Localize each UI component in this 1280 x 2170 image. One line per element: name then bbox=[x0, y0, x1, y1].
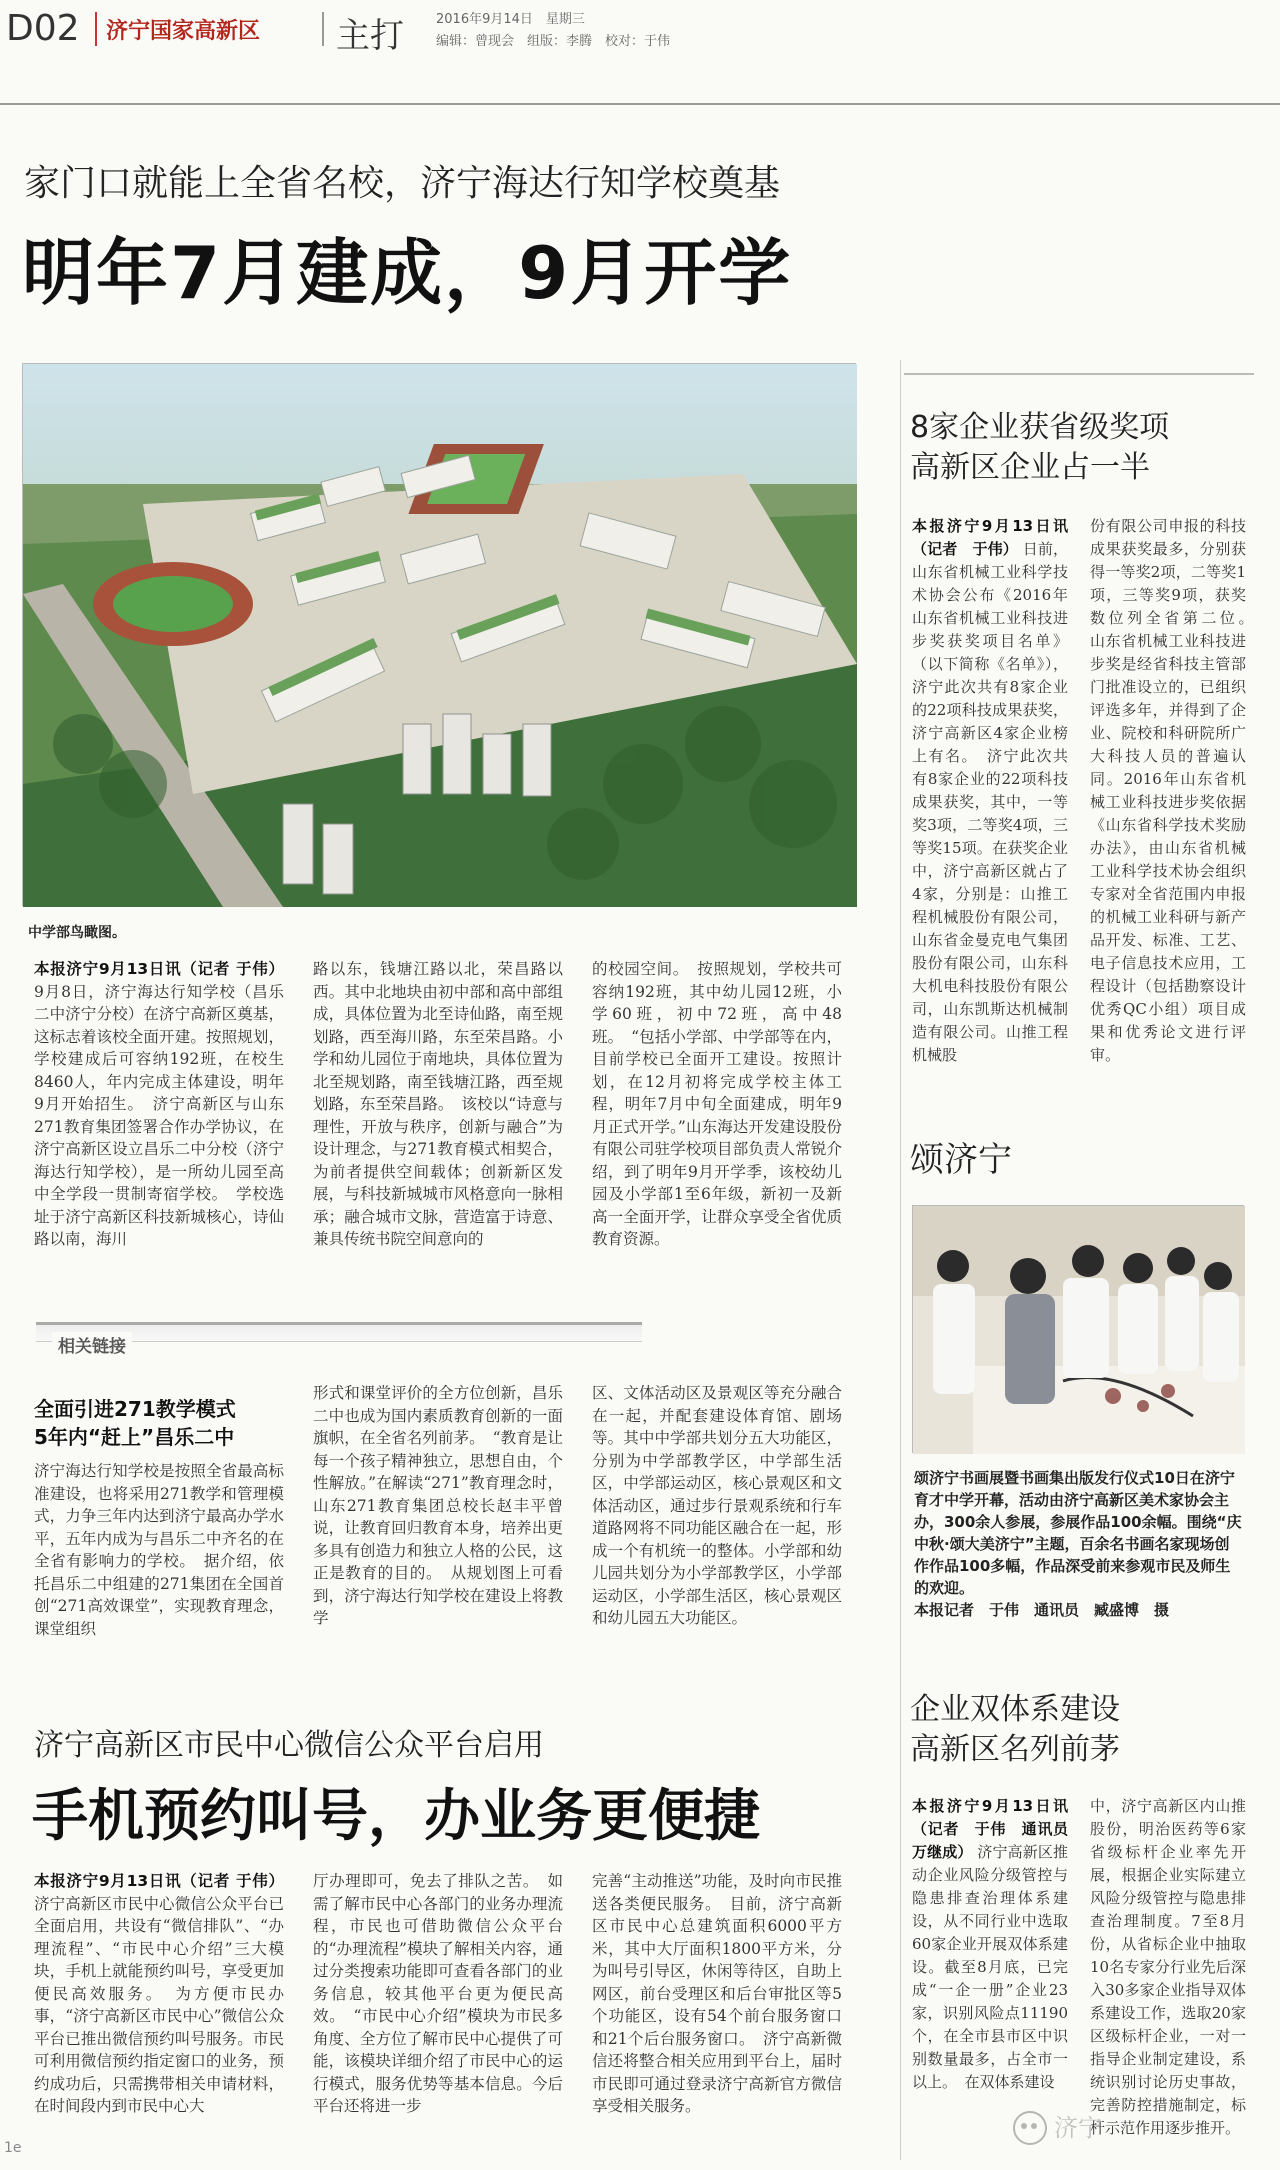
lead-kicker: 家门口就能上全省名校，济宁海达行知学校奠基 bbox=[24, 163, 781, 204]
related-body-col1: 济宁海达行知学校是按照全省最高标准建设，也将采用271教学和管理模式，力争三年内达到济宁最高办学水平，五年内成为与昌乐二中齐名的在全省有影响力的学校。 据介绍，依托昌乐二中组建的271集团在全国首创“271高效课堂”，实现教育理念，课堂组织 bbox=[34, 1462, 284, 1638]
lead-body-text: 9月8日，济宁海达行知学校（昌乐二中济宁分校）在济宁高新区奠基，这标志着该校全面开建。按照规划，学校建成后可容纳192班，在校生8460人，年内完成主体建设，明年9月开始招生。 济宁高新区与山东271教育集团签署合作办学协议，在济宁高新区设立昌乐二中分校（济宁海达行知学校），是一所幼儿园至高中全学段一贯制寄宿学校。 学校选址于济宁高新区科技新城核心，诗仙路以南，海川 bbox=[34, 982, 284, 1248]
side1-body-text: 日前，山东省机械工业科学技术协会公布《2016年山东省机械工业科技进步奖获奖项目名单》（以下简称《名单》），济宁此次共有8家企业的22项科技成果获奖，济宁高新区4家企业榜上有名。 济宁此次共有8家企业的22项科技成果获奖，其中，一等奖3项，二等奖4项，三等奖15项。在获奖企业中，济宁高新区就占了4家，分别是：山推工程机械股份有限公司，山东省金曼克电气集团股份有限公司，山东科大机电科技股份有限公司，山东凯斯达机械制造有限公司。山推工程机械股 bbox=[912, 540, 1068, 1064]
story2-body-text: 济宁高新区市民中心微信公众平台已全面启用，共设有“微信排队”、“办理流程”、“市民中心介绍”三大模块，手机上就能预约叫号，享受更加便民高效服务。 为方便市民办事，“济宁高新区市民中心”微信公众平台已推出微信预约叫号服务。市民可利用微信预约指定窗口的业务，预约成功后，只需携带相关申请材料，在时间段内到市民中心大 bbox=[34, 1894, 284, 2115]
side1-headline-2: 高新区企业占一半 bbox=[910, 450, 1150, 485]
lead-body-col2: 路以东，钱塘江路以北，荣昌路以西。其中北地块由初中部和高中部组成，具体位置为北至诗仙路，南至规划路，西至海川路，东至荣昌路。小学和幼儿园位于南地块，具体位置为北至规划路，南至钱塘江路，西至规划路，东至荣昌路。 该校以“诗意与理性，开放与秩序，创新与融合”为设计理念，与271教育模式相契合，为前者提供空间载体；创新新区发展，与科技新城城市风格意向一脉相承；融合城市文脉，营造富于诗意、兼具传统书院空间意向的 bbox=[313, 960, 563, 1248]
lead-body-col1 bbox=[34, 958, 284, 1251]
corner-mark: 1e bbox=[4, 2140, 22, 2156]
side3-body-col1 bbox=[912, 1795, 1084, 2160]
side1-headline-1: 8家企业获省级奖项 bbox=[910, 410, 1170, 445]
story2-body-col2: 厅办理即可，免去了排队之苦。 如需了解市民中心各部门的业务办理流程，市民也可借助微信公众平台的“办理流程”模块了解相关内容，通过分类搜索功能即可查看各部门的业务信息，较其他平台更为便民高效。 “市民中心介绍”模块为市民多角度、全方位了解市民中心提供了可能，该模块详细介绍了市民中心的运行模式，服务优势等基本信息。今后平台还将进一步 bbox=[313, 1872, 563, 2115]
byline: 本报济宁9月13日讯（记者 于伟 通讯员 万继成） bbox=[912, 1797, 1084, 1861]
story2-kicker: 济宁高新区市民中心微信公众平台启用 bbox=[34, 1728, 544, 1763]
byline: 本报济宁9月13日讯（记者 于伟） bbox=[912, 517, 1068, 558]
masthead bbox=[0, 0, 1280, 62]
side3-headline-1: 企业双体系建设 bbox=[910, 1692, 1120, 1727]
watermark-text: 济宁 bbox=[1054, 2114, 1102, 2142]
related-body-col3: 区、文体活动区及景观区等充分融合在一起，并配套建设体育馆、剧场等。其中中学部共划分五大功能区，分别为中学部教学区，中学部生活区，中学部运动区，核心景观区和文体活动区，通过步行景观系统和行车道路网将不同功能区融合在一起，形成一个有机统一的整体。小学部和幼儿园共划分为小学部教学区，小学部运动区，小学部生活区，核心景观区和幼儿园五大功能区。 bbox=[592, 1384, 842, 1627]
related-subhead-2: 5年内“赶上”昌乐二中 bbox=[34, 1425, 235, 1449]
editor-credits: 编辑：曾现会 组版：李腾 校对：于伟 bbox=[436, 34, 671, 49]
side2-headline: 颂济宁 bbox=[910, 1140, 1012, 1180]
story2-body-col3: 完善“主动推送”功能，及时向市民推送各类便民服务。 目前，济宁高新区市民中心总建筑面积6000平方米，其中大厅面积1800平方米，分为叫号引导区，休闲等待区，自助上网区，前台受理区和后台审批区等5个功能区，设有54个前台服务窗口和21个后台服务窗口。 济宁高新微信还将整合相关应用到平台上，届时市民即可通过登录济宁高新官方微信享受相关服务。 bbox=[592, 1872, 842, 2115]
side1-body-col1 bbox=[912, 515, 1068, 1067]
side2-caption-text: 颂济宁书画展暨书画集出版发行仪式10日在济宁育才中学开幕，活动由济宁高新区美术家协会主办，300余人参展，参展作品100余幅。围绕“庆中秋·颂大美济宁”主题，百余名书画名家现场创作作品100多幅，作品深受前来参观市民及师生的欢迎。 bbox=[914, 1469, 1242, 1597]
masthead-divider bbox=[322, 12, 324, 46]
byline: 本报济宁9月13日讯（记者 于伟） bbox=[34, 960, 284, 978]
column-rule bbox=[900, 360, 901, 2160]
side2-caption bbox=[914, 1467, 1244, 1621]
lead-headline: 明年7月建成，9月开学 bbox=[22, 231, 793, 315]
side-rule bbox=[904, 373, 1254, 375]
masthead-divider bbox=[95, 12, 97, 46]
masthead-rule bbox=[0, 103, 1280, 105]
story2-headline: 手机预约叫号，办业务更便捷 bbox=[32, 1784, 760, 1849]
related-label: 相关链接 bbox=[52, 1332, 132, 1357]
page-number: D02 bbox=[6, 8, 80, 49]
watermark bbox=[1010, 2108, 1210, 2148]
issue-date: 2016年9月14日 星期三 bbox=[436, 12, 585, 27]
side3-headline-2: 高新区名列前茅 bbox=[910, 1732, 1120, 1767]
calligraphy-event-photo bbox=[912, 1205, 1244, 1453]
byline: 本报济宁9月13日讯（记者 于伟） bbox=[34, 1872, 284, 1890]
side1-body-col2: 份有限公司申报的科技成果获奖最多，分别获得一等奖2项，二等奖1项，三等奖9项，获奖数位列全省第二位。 山东省机械工业科技进步奖是经省科技主管部门批准设立的，已组织评选多年，并得到了企业、院校和科研院所广大科技人员的普遍认同。2016年山东省机械工业科技进步奖依据《山东省科学技术奖励办法》，由山东省机械工业科学技术协会组织专家对全省范围内申报的机械工业科研与新产品开发、标准、工艺、电子信息技术应用，工程设计（包括勘察设计优秀QC小组）项目成果和优秀论文进行评审。 bbox=[1090, 517, 1262, 1064]
story2-body-col1 bbox=[34, 1870, 284, 2160]
related-subhead-1: 全面引进271教学模式 bbox=[34, 1397, 236, 1421]
photo-caption: 中学部鸟瞰图。 bbox=[28, 925, 126, 941]
newspaper-logo: 济宁国家高新区 bbox=[106, 18, 261, 44]
lead-body-col3: 的校园空间。 按照规划，学校共可容纳192班，其中幼儿园12班，小学60班，初中72班，高中48班。 “包括小学部、中学部等在内，目前学校已全面开工建设。按照计划，在12月初将完成学校主体工程，明年7月中旬全面建成，明年9月正式开学。”山东海达开发建设股份有限公司驻学校项目部负责人常锐介绍，到了明年9月开学季，该校幼儿园及小学部1至6年级，新初一及新高一全面开学，让群众享受全省优质教育资源。 bbox=[592, 960, 842, 1248]
side3-body-text: 济宁高新区推动企业风险分级管控与隐患排查治理体系建设，从不同行业中选取60家企业开展双体系建设。截至8月底，已完成“一企一册”企业23家，识别风险点11190个，在全市县市区中识别数量最多，占全市一以上。 在双体系建设 bbox=[912, 1843, 1068, 2091]
side3-body-col2: 中，济宁高新区内山推股份，明治医药等6家省级标杆企业率先开展，根据企业实际建立风险分级管控与隐患排查治理制度。7至8月份，从省标企业中抽取10名专家分行业先后深入30多家企业指导双体系建设工作，选取20家区级标杆企业，一对一指导企业制定建设，系统识别讨论历史事故，完善防控措施制定，标杆示范作用逐步推开。 bbox=[1090, 1797, 1246, 2137]
related-body-col2: 形式和课堂评价的全方位创新，昌乐二中也成为国内素质教育创新的一面旗帜，在全省名列前茅。 “教育是让每一个孩子精神独立，思想自由，个性解放。”在解读“271”教育理念时，山东271教育集团总校长赵丰平曾说，让教育回归教育本身，培养出更多具有创造力和独立人格的公民，这正是教育的目的。 从规划图上可看到，济宁海达行知学校在建设上将教学 bbox=[313, 1384, 563, 1627]
campus-aerial-photo bbox=[22, 363, 856, 906]
side2-photo-credit: 本报记者 于伟 通讯员 臧盛博 摄 bbox=[914, 1601, 1170, 1619]
section-title: 主打 bbox=[336, 16, 404, 56]
